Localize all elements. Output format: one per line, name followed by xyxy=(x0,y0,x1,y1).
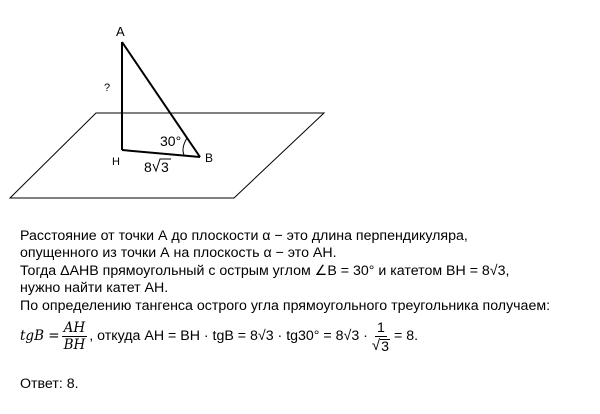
plane-alpha xyxy=(10,113,324,198)
label-a: A xyxy=(116,24,125,39)
label-h: H xyxy=(112,156,120,168)
text-line-4: нужно найти катет АН. xyxy=(20,280,169,297)
tangent-formula xyxy=(20,315,595,359)
label-b: B xyxy=(205,151,214,165)
answer: Ответ: 8. xyxy=(20,376,79,392)
label-hb-length xyxy=(144,159,171,175)
label-question: ? xyxy=(104,82,111,94)
svg-text:8: 8 xyxy=(144,159,152,175)
fraction-one-over-root3: 1 √ 3 xyxy=(371,319,390,355)
formula-result: = 8. xyxy=(394,328,419,345)
text-line-2: опущенного из точки А на плоскость α − это АН. xyxy=(20,245,337,262)
formula-lhs: tgB = xyxy=(20,328,60,345)
text-line-3: Тогда ΔАНВ прямоугольный с острым углом ∠В = 30° и катетом ВН = 8√3, xyxy=(20,262,510,279)
label-angle: 30° xyxy=(160,133,182,149)
angle-arc xyxy=(183,138,187,155)
solution-text xyxy=(20,228,595,359)
text-line-5: По определению тангенса острого угла прямоугольного треугольника получаем: xyxy=(20,297,551,314)
svg-text:3: 3 xyxy=(161,159,169,175)
formula-middle: , откуда AH = BH · tgB = 8√3 · tg30° = 8√3 · xyxy=(89,328,368,345)
segment-hb xyxy=(122,150,200,157)
text-line-1: Расстояние от точки А до плоскости α − это длина перпендикуляра, xyxy=(20,228,468,244)
fraction-ah-bh: $\frac{AH}{BH}$ xyxy=(63,320,86,354)
